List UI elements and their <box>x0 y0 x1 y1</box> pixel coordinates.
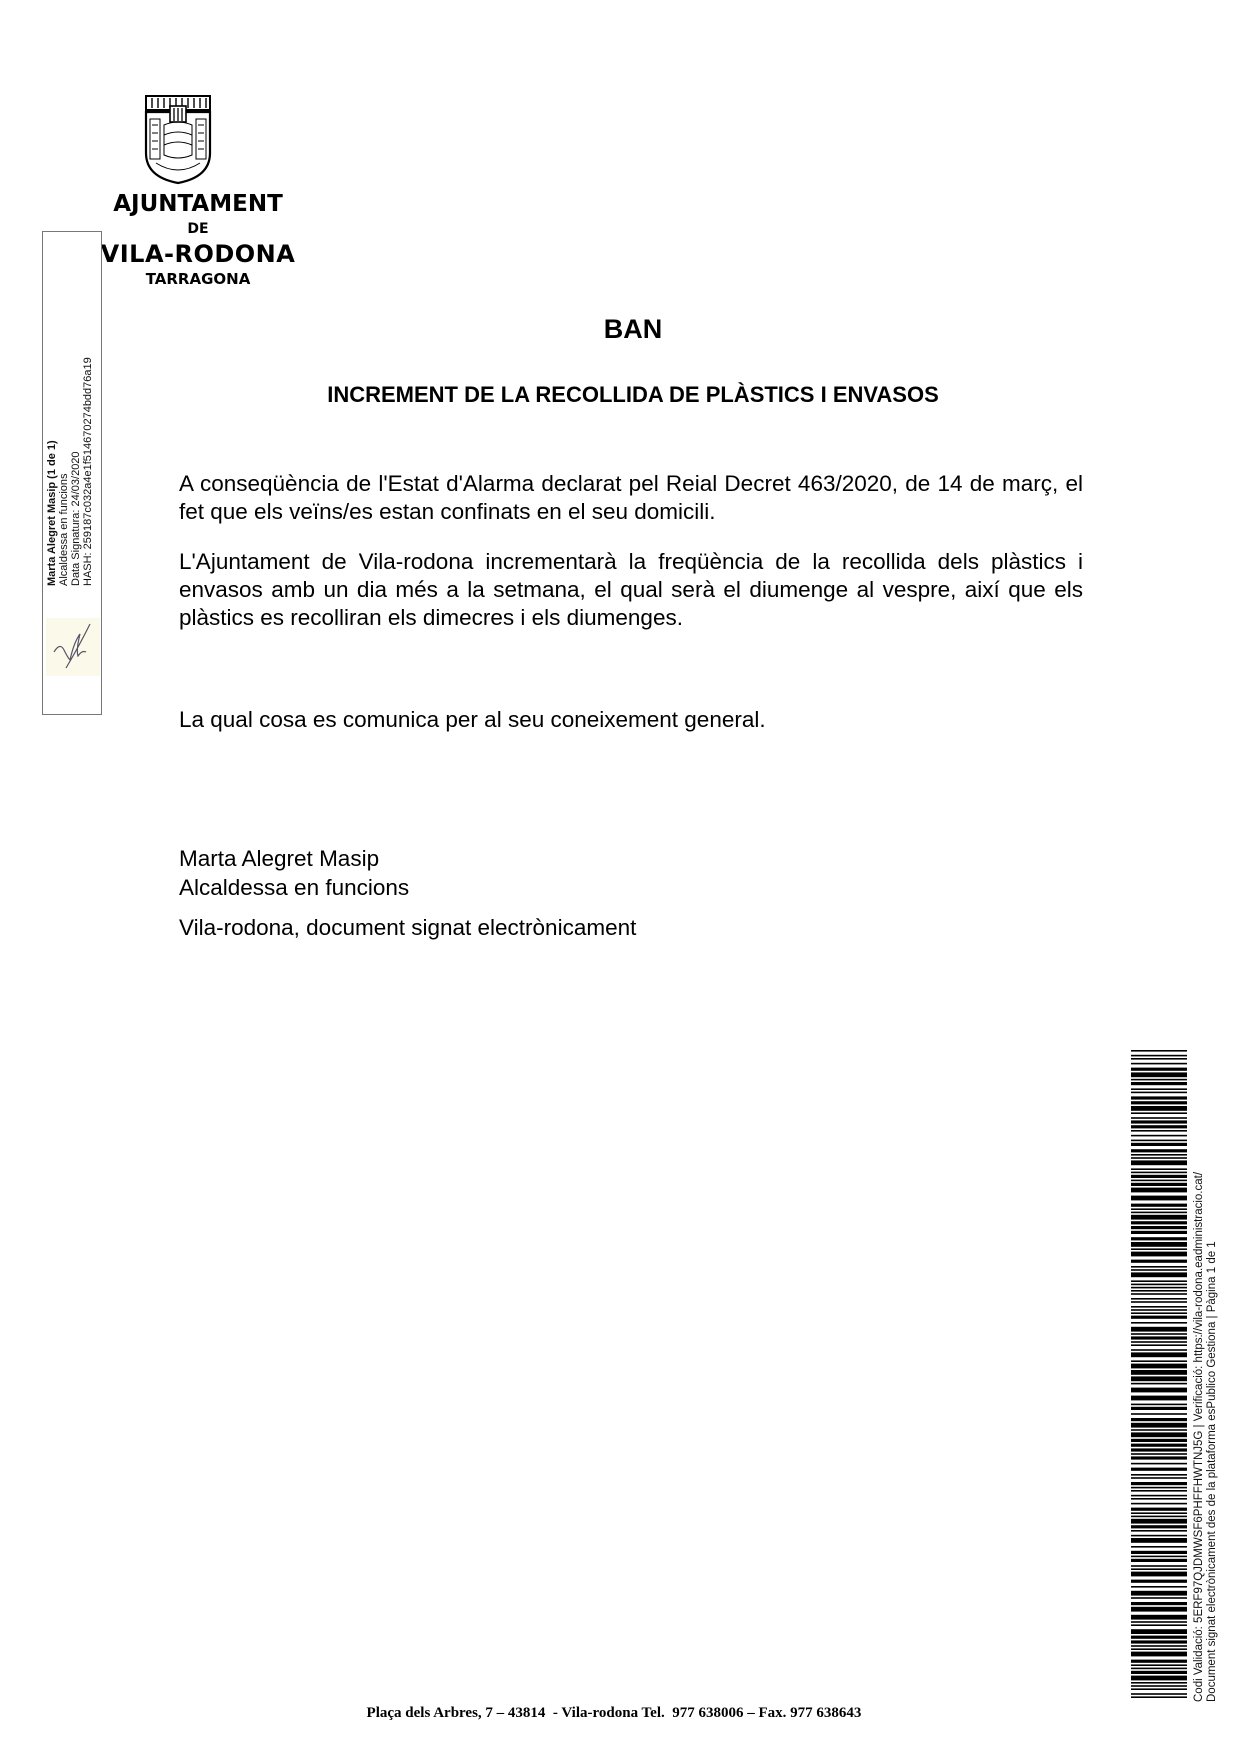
handwritten-signature-icon <box>46 618 100 676</box>
paragraph-1: A conseqüència de l'Estat d'Alarma declarat pel Reial Decret 463/2020, de 14 de març, el fet que els veïns/es estan confinats en el seu domicili. <box>179 471 1083 524</box>
validation-platform: Document signat electrònicament des de la plataforma esPublico Gestiona | Pàgina 1 de 1 <box>1206 1241 1218 1702</box>
org-province: TARRAGONA <box>145 270 251 288</box>
signer-role: Alcaldessa en funcions <box>179 875 410 900</box>
document-subtitle: INCREMENT DE LA RECOLLIDA DE PLÀSTICS I ENVASOS <box>327 382 939 407</box>
signature-date: Data Signatura: 24/03/2020 <box>70 451 82 586</box>
org-de: DE <box>187 221 209 237</box>
org-town: VILA-RODONA <box>100 240 296 268</box>
paragraph-3: La qual cosa es comunica per al seu coneixement general. <box>179 707 766 732</box>
signer-place: Vila-rodona, document signat electrònicament <box>179 915 637 940</box>
signature-hash: HASH: 259187c032a4e1f514670274bdd76a19 <box>82 357 94 586</box>
signer-stamp-name: Marta Alegret Masip (1 de 1) <box>46 440 58 586</box>
validation-code: Codi Validació: 5ERF97QJDMWSF6PHFFHWTNJ5G | Verificació: https://vila-rodona.eadministracio.cat/ <box>1193 1171 1205 1702</box>
footer-address: Plaça dels Arbres, 7 – 43814 - Vila-rodona Tel. 977 638006 – Fax. 977 638643 <box>366 1705 862 1721</box>
paragraph-2: L'Ajuntament de Vila-rodona incrementarà la freqüència de la recollida dels plàstics i envasos amb un dia més a la setmana, el qual serà el diumenge al vespre, així que els plàstics es recolliran els dimecres i els diumenges. <box>179 549 1083 630</box>
signer-name: Marta Alegret Masip <box>179 846 380 871</box>
barcode-icon <box>1131 1050 1187 1700</box>
document-title: BAN <box>603 314 663 344</box>
org-name: AJUNTAMENT <box>113 191 283 217</box>
validation-text <box>1193 1172 1219 1702</box>
signer-stamp-role: Alcaldessa en funcions <box>58 473 70 586</box>
coat-of-arms-icon <box>142 95 214 185</box>
